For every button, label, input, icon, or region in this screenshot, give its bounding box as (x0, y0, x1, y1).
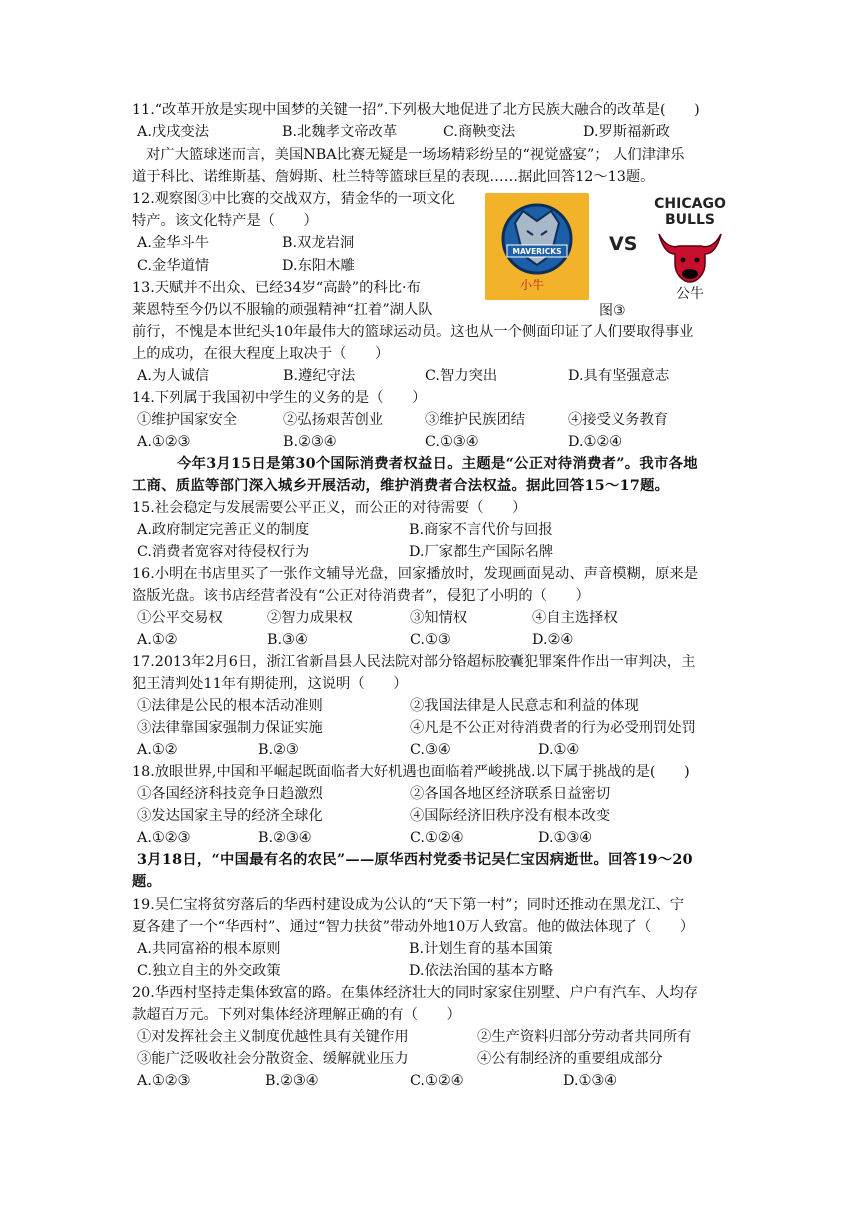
q14-option-b: B.②③④ (283, 434, 337, 450)
q11-option-b: B.北魏孝文帝改革 (282, 124, 398, 140)
q14-item-4: ④接受义务教育 (568, 412, 669, 428)
q16-item-1: ①公平交易权 (137, 610, 223, 626)
q19-line2: 夏各建了一个“华西村”、通过“智力扶贫”带动外地10万人致富。他的做法体现了（ ） (132, 919, 695, 935)
q20-option-c: C.①②④ (410, 1073, 464, 1089)
q17-line1: 17.2013年2月6日，浙江省新昌县人民法院对部分铬超标胶囊犯罪案件作出一审判决，主 (132, 654, 696, 670)
intro19-line1: 3月18日，“中国最有名的农民”——原华西村党委书记吴仁宝因病逝世。回答19～20 (137, 852, 693, 868)
q12-option-c: C.金华道情 (137, 258, 210, 274)
q19-option-c: C.独立自主的外交政策 (137, 963, 281, 979)
q14-item-2: ②弘扬艰苦创业 (283, 412, 384, 428)
q12-option-b: B.双龙岩洞 (282, 235, 355, 251)
q11-option-a: A.戊戌变法 (137, 124, 210, 140)
q17-line2: 犯王清判处11年有期徒刑，这说明（ ） (132, 676, 408, 692)
q19-option-d: D.依法治国的基本方略 (409, 963, 554, 979)
q18-option-c: C.①②④ (410, 830, 464, 846)
q19-option-b: B.计划生育的基本国策 (409, 941, 553, 957)
q16-option-c: C.①③ (410, 632, 451, 648)
q14-option-c: C.①③④ (425, 434, 479, 450)
q20-option-d: D.①③④ (563, 1073, 617, 1089)
q16-option-b: B.③④ (267, 632, 308, 648)
q18-item-3: ③发达国家主导的经济全球化 (137, 808, 323, 824)
q18-stem: 18.放眼世界,中国和平崛起既面临者大好机遇也面临着严峻挑战.以下属于挑战的是( ) (132, 764, 690, 780)
intro15-line1: 今年3月15日是第30个国际消费者权益日。主题是“公正对待消费者”。我市各地 (177, 456, 698, 472)
q13-line4: 上的成功，在很大程度上取决于（ ） (132, 346, 390, 362)
q20-option-a: A.①②③ (137, 1073, 191, 1089)
q12-option-d: D.东阳木雕 (282, 258, 355, 274)
q13-option-d: D.具有坚强意志 (568, 368, 670, 384)
q13-line3: 前行，不愧是本世纪头10年最伟大的篮球运动员。这也从一个侧面印证了人们要取得事业 (132, 324, 694, 340)
bulls-wordmark-line2: BULLS (665, 212, 715, 228)
q18-option-a: A.①②③ (137, 830, 191, 846)
q16-option-a: A.①② (137, 632, 178, 648)
figure-left-label: 小牛 (520, 278, 545, 292)
q17-item-2: ②我国法律是人民意志和利益的体现 (410, 698, 639, 714)
q12-line2: 特产。该文化特产是（ ） (132, 213, 318, 229)
q13-option-c: C.智力突出 (425, 368, 498, 384)
q14-option-a: A.①②③ (137, 434, 191, 450)
q20-item-4: ④公有制经济的重要组成部分 (477, 1051, 663, 1067)
q18-option-d: D.①③④ (538, 830, 592, 846)
q17-item-4: ④凡是不公正对待消费者的行为必受刑罚处罚 (410, 720, 696, 736)
figure-vs-text: VS (609, 233, 638, 255)
q17-item-3: ③法律靠国家强制力保证实施 (137, 720, 323, 736)
figure-right-label: 公牛 (676, 286, 704, 302)
q15-option-a: A.政府制定完善正义的制度 (137, 522, 310, 538)
q18-item-4: ④国际经济旧秩序没有根本改变 (410, 808, 611, 824)
q13-line1: 13.天赋并不出众、已经34岁“高龄”的科比·布 (132, 280, 421, 296)
q20-line2: 款超百万元。下列对集体经济理解正确的有（ ） (132, 1007, 461, 1023)
q15-stem: 15.社会稳定与发展需要公平正义，而公正的对待需要（ ） (132, 500, 527, 516)
q15-option-b: B.商家不言代价与回报 (409, 522, 553, 538)
q11-option-c: C.商鞅变法 (443, 124, 516, 140)
intro12-line2: 道于科比、诺维斯基、詹姆斯、杜兰特等篮球巨星的表现……据此回答12～13题。 (132, 169, 655, 185)
q17-option-c: C.③④ (410, 742, 451, 758)
q19-option-a: A.共同富裕的根本原则 (137, 941, 281, 957)
intro12-line1: 对广大篮球迷而言，美国NBA比赛无疑是一场场精彩纷呈的“视觉盛宴”； 人们津津乐 (146, 147, 685, 163)
q18-item-2: ②各国各地区经济联系日益密切 (410, 786, 611, 802)
q12-line1: 12.观察图③中比赛的交战双方，猜金华的一项文化 (132, 191, 455, 207)
q16-item-2: ②智力成果权 (267, 610, 353, 626)
q16-option-d: D.②④ (532, 632, 574, 648)
q14-item-1: ①维护国家安全 (137, 412, 238, 428)
q15-option-c: C.消费者宽容对待侵权行为 (137, 544, 310, 560)
q20-item-2: ②生产资料归部分劳动者共同所有 (477, 1029, 692, 1045)
q16-item-3: ③知情权 (410, 610, 468, 626)
bulls-wordmark (648, 196, 732, 228)
q20-line1: 20.华西村坚持走集体致富的路。在集体经济壮大的同时家家住别墅、户户有汽车、人均存 (132, 985, 699, 1001)
q13-option-b: B.遵纪守法 (283, 368, 356, 384)
q13-option-a: A.为人诚信 (137, 368, 210, 384)
q17-option-a: A.①② (137, 742, 178, 758)
q18-item-1: ①各国经济科技竞争日趋激烈 (137, 786, 323, 802)
q13-line2: 莱恩特至今仍以不服输的顽强精神“扛着”湖人队 (132, 302, 433, 318)
bulls-wordmark-line1: CHICAGO (654, 196, 726, 212)
bulls-logo-icon (655, 228, 725, 288)
q11-stem: 11.“改革开放是实现中国梦的关键一招”.下列极大地促进了北方民族大融合的改革是( ) (132, 102, 700, 118)
q12-option-a: A.金华斗牛 (137, 235, 210, 251)
q16-line1: 16.小明在书店里买了一张作文辅导光盘，回家播放时，发现画面晃动、声音模糊，原来是 (132, 566, 699, 582)
q18-option-b: B.②③④ (258, 830, 312, 846)
q20-option-b: B.②③④ (265, 1073, 319, 1089)
q14-option-d: D.①②④ (568, 434, 622, 450)
q19-line1: 19.吴仁宝将贫穷落后的华西村建设成为公认的“天下第一村”；同时还推动在黑龙江、宁 (132, 897, 685, 913)
q20-item-1: ①对发挥社会主义制度优越性具有关键作用 (137, 1029, 409, 1045)
q17-option-b: B.②③ (258, 742, 299, 758)
q17-option-d: D.①④ (538, 742, 580, 758)
q16-line2: 盗版光盘。该书店经营者没有“公正对待消费者”，侵犯了小明的（ ） (132, 588, 590, 604)
q14-item-3: ③维护民族团结 (425, 412, 526, 428)
q11-option-d: D.罗斯福新政 (583, 124, 670, 140)
intro15-line2: 工商、质监等部门深入城乡开展活动，维护消费者合法权益。据此回答15～17题。 (132, 478, 670, 494)
q17-item-1: ①法律是公民的根本活动准则 (137, 698, 323, 714)
q20-item-3: ③能广泛吸收社会分散资金、缓解就业压力 (137, 1051, 409, 1067)
q15-option-d: D.厂家都生产国际名牌 (409, 544, 554, 560)
mavericks-logo-text: MAVERICKS (512, 247, 562, 256)
figure-caption: 图③ (599, 303, 626, 319)
q14-stem: 14.下列属于我国初中学生的义务的是（ ） (132, 390, 427, 406)
intro19-line2: 题。 (132, 874, 162, 890)
q16-item-4: ④自主选择权 (532, 610, 618, 626)
